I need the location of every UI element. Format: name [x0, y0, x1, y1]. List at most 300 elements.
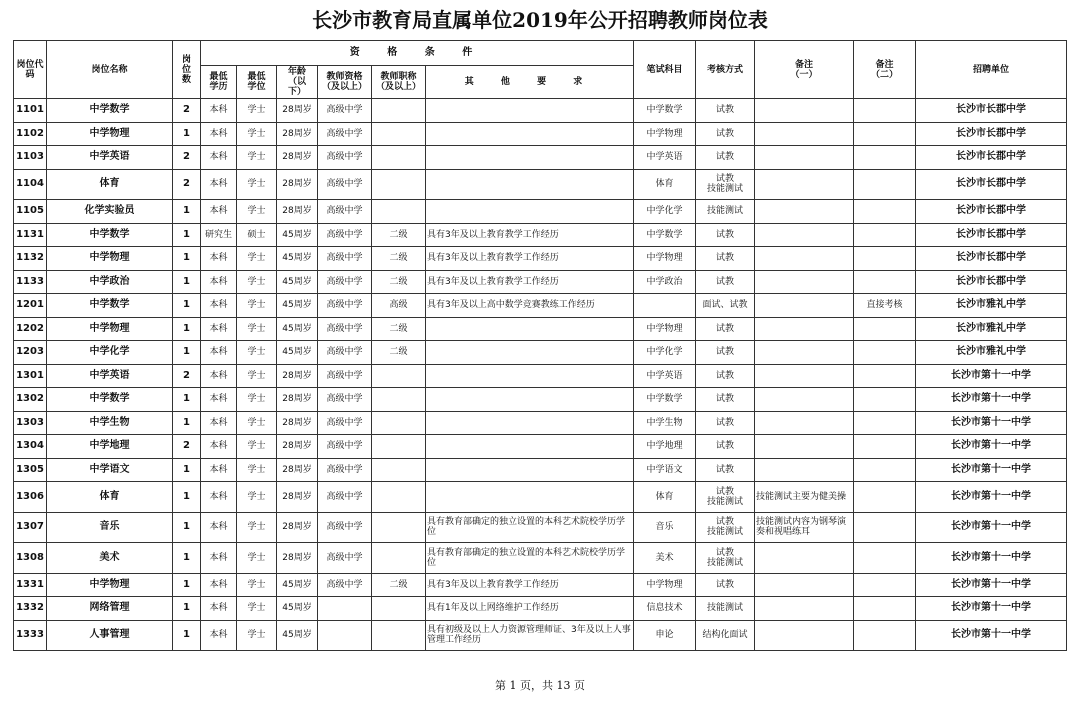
- cell-edu: 本科: [201, 122, 237, 146]
- cell-edu: 本科: [201, 294, 237, 318]
- cell-position-name: 中学物理: [47, 317, 173, 341]
- cell-age: 45周岁: [277, 573, 318, 597]
- header-unit: 招聘单位: [916, 41, 1067, 99]
- cell-code: 1332: [14, 597, 47, 621]
- cell-code: 1302: [14, 388, 47, 412]
- cell-degree: 学士: [237, 341, 277, 365]
- cell-title-rank: [372, 543, 426, 574]
- cell-degree: 学士: [237, 573, 277, 597]
- cell-title-rank: [372, 388, 426, 412]
- table-row: [14, 223, 1067, 247]
- cell-title-rank: 二级: [372, 247, 426, 271]
- header-age: 年龄（以下）: [277, 66, 318, 99]
- cell-unit: 长沙市雅礼中学: [916, 294, 1067, 318]
- cell-code: 1132: [14, 247, 47, 271]
- cell-unit: 长沙市第十一中学: [916, 364, 1067, 388]
- cell-degree: 学士: [237, 146, 277, 170]
- cell-cert: 高级中学: [318, 458, 372, 482]
- cell-note2: [854, 200, 916, 224]
- cell-code: 1333: [14, 620, 47, 651]
- cell-other: [426, 435, 634, 459]
- table-row: [14, 99, 1067, 123]
- cell-edu: 本科: [201, 146, 237, 170]
- cell-title-rank: 二级: [372, 317, 426, 341]
- cell-code: 1201: [14, 294, 47, 318]
- cell-edu: 本科: [201, 200, 237, 224]
- cell-count: 2: [173, 169, 201, 200]
- cell-position-name: 中学数学: [47, 388, 173, 412]
- cell-exam: 试教 技能测试: [696, 512, 755, 543]
- cell-exam: 结构化面试: [696, 620, 755, 651]
- cell-note2: [854, 364, 916, 388]
- cell-note1: [755, 411, 854, 435]
- header-edu: 最低学历: [201, 66, 237, 99]
- cell-note1: [755, 200, 854, 224]
- cell-subject: 中学生物: [634, 411, 696, 435]
- positions-table: [13, 40, 1067, 651]
- cell-degree: 学士: [237, 388, 277, 412]
- header-title-rank: 教师职称（及以上）: [372, 66, 426, 99]
- cell-note1: [755, 458, 854, 482]
- table-row: [14, 317, 1067, 341]
- cell-other: [426, 388, 634, 412]
- cell-code: 1104: [14, 169, 47, 200]
- cell-title-rank: [372, 200, 426, 224]
- cell-subject: 中学地理: [634, 435, 696, 459]
- cell-exam: 技能测试: [696, 597, 755, 621]
- cell-position-name: 中学地理: [47, 435, 173, 459]
- cell-unit: 长沙市长郡中学: [916, 200, 1067, 224]
- cell-count: 1: [173, 597, 201, 621]
- cell-degree: 学士: [237, 435, 277, 459]
- table-row: [14, 512, 1067, 543]
- cell-title-rank: 二级: [372, 223, 426, 247]
- cell-code: 1101: [14, 99, 47, 123]
- cell-title-rank: [372, 411, 426, 435]
- cell-edu: 研究生: [201, 223, 237, 247]
- cell-position-name: 中学政治: [47, 270, 173, 294]
- cell-position-name: 中学数学: [47, 294, 173, 318]
- cell-code: 1105: [14, 200, 47, 224]
- cell-code: 1304: [14, 435, 47, 459]
- cell-age: 45周岁: [277, 317, 318, 341]
- header-code: 岗位代码: [14, 41, 47, 99]
- header-degree: 最低学位: [237, 66, 277, 99]
- cell-subject: 音乐: [634, 512, 696, 543]
- cell-exam: 试教: [696, 247, 755, 271]
- cell-exam: 试教: [696, 435, 755, 459]
- cell-position-name: 中学英语: [47, 364, 173, 388]
- cell-title-rank: [372, 482, 426, 513]
- cell-subject: 中学英语: [634, 146, 696, 170]
- cell-code: 1103: [14, 146, 47, 170]
- cell-cert: 高级中学: [318, 317, 372, 341]
- cell-note1: [755, 364, 854, 388]
- cell-title-rank: 高级: [372, 294, 426, 318]
- table-row: [14, 294, 1067, 318]
- cell-title-rank: [372, 364, 426, 388]
- cell-age: 45周岁: [277, 247, 318, 271]
- cell-exam: 试教: [696, 99, 755, 123]
- cell-note1: 技能测试内容为钢琴演奏和视唱练耳: [755, 512, 854, 543]
- cell-edu: 本科: [201, 270, 237, 294]
- cell-degree: 学士: [237, 122, 277, 146]
- cell-note2: [854, 482, 916, 513]
- cell-other: 具有教育部确定的独立设置的本科艺术院校学历学位: [426, 512, 634, 543]
- cell-code: 1331: [14, 573, 47, 597]
- cell-cert: 高级中学: [318, 294, 372, 318]
- cell-count: 1: [173, 482, 201, 513]
- cell-exam: 试教 技能测试: [696, 482, 755, 513]
- cell-subject: 申论: [634, 620, 696, 651]
- cell-note2: [854, 223, 916, 247]
- table-body: [14, 99, 1067, 651]
- cell-note2: [854, 146, 916, 170]
- table-row: [14, 364, 1067, 388]
- cell-position-name: 中学生物: [47, 411, 173, 435]
- cell-title-rank: [372, 169, 426, 200]
- cell-degree: 学士: [237, 169, 277, 200]
- cell-cert: 高级中学: [318, 99, 372, 123]
- table-row: [14, 200, 1067, 224]
- cell-position-name: 网络管理: [47, 597, 173, 621]
- cell-count: 2: [173, 435, 201, 459]
- cell-position-name: 体育: [47, 169, 173, 200]
- cell-count: 1: [173, 223, 201, 247]
- cell-count: 1: [173, 200, 201, 224]
- cell-cert: 高级中学: [318, 247, 372, 271]
- cell-subject: 中学化学: [634, 200, 696, 224]
- cell-age: 28周岁: [277, 122, 318, 146]
- cell-note1: [755, 597, 854, 621]
- cell-cert: 高级中学: [318, 223, 372, 247]
- cell-unit: 长沙市第十一中学: [916, 458, 1067, 482]
- cell-unit: 长沙市长郡中学: [916, 169, 1067, 200]
- cell-code: 1301: [14, 364, 47, 388]
- cell-exam: 试教 技能测试: [696, 543, 755, 574]
- cell-edu: 本科: [201, 341, 237, 365]
- cell-position-name: 中学语文: [47, 458, 173, 482]
- cell-degree: 学士: [237, 458, 277, 482]
- cell-unit: 长沙市第十一中学: [916, 620, 1067, 651]
- page-title: 长沙市教育局直属单位2019年公开招聘教师岗位表: [312, 8, 768, 32]
- cell-count: 1: [173, 122, 201, 146]
- cell-code: 1308: [14, 543, 47, 574]
- cell-note2: [854, 597, 916, 621]
- table-row: [14, 169, 1067, 200]
- table-row: [14, 458, 1067, 482]
- cell-age: 45周岁: [277, 294, 318, 318]
- cell-exam: 试教: [696, 388, 755, 412]
- cell-age: 28周岁: [277, 364, 318, 388]
- cell-unit: 长沙市长郡中学: [916, 223, 1067, 247]
- cell-other: [426, 364, 634, 388]
- cell-degree: 学士: [237, 364, 277, 388]
- cell-other: 具有3年及以上教育教学工作经历: [426, 270, 634, 294]
- header-note1: 备注（一）: [755, 41, 854, 99]
- cell-edu: 本科: [201, 597, 237, 621]
- cell-note1: [755, 317, 854, 341]
- cell-cert: 高级中学: [318, 512, 372, 543]
- cell-count: 2: [173, 146, 201, 170]
- cell-degree: 学士: [237, 597, 277, 621]
- cell-age: 45周岁: [277, 270, 318, 294]
- cell-unit: 长沙市第十一中学: [916, 543, 1067, 574]
- cell-count: 1: [173, 512, 201, 543]
- cell-position-name: 体育: [47, 482, 173, 513]
- header-name: 岗位名称: [47, 41, 173, 99]
- cell-edu: 本科: [201, 482, 237, 513]
- cell-subject: [634, 294, 696, 318]
- cell-count: 1: [173, 458, 201, 482]
- cell-cert: 高级中学: [318, 169, 372, 200]
- cell-cert: 高级中学: [318, 388, 372, 412]
- page-footer: 第 1 页，共 13 页: [495, 679, 585, 692]
- cell-unit: 长沙市长郡中学: [916, 270, 1067, 294]
- cell-cert: [318, 620, 372, 651]
- cell-code: 1303: [14, 411, 47, 435]
- cell-unit: 长沙市第十一中学: [916, 482, 1067, 513]
- cell-note1: [755, 122, 854, 146]
- cell-note1: [755, 341, 854, 365]
- cell-note2: [854, 270, 916, 294]
- cell-position-name: 中学数学: [47, 99, 173, 123]
- cell-count: 2: [173, 99, 201, 123]
- cell-unit: 长沙市雅礼中学: [916, 317, 1067, 341]
- cell-count: 1: [173, 388, 201, 412]
- cell-unit: 长沙市第十一中学: [916, 573, 1067, 597]
- cell-cert: 高级中学: [318, 543, 372, 574]
- cell-note2: 直接考核: [854, 294, 916, 318]
- cell-position-name: 中学英语: [47, 146, 173, 170]
- cell-note1: [755, 223, 854, 247]
- cell-edu: 本科: [201, 99, 237, 123]
- header-cert: 教师资格（及以上）: [318, 66, 372, 99]
- cell-subject: 中学化学: [634, 341, 696, 365]
- cell-age: 28周岁: [277, 99, 318, 123]
- cell-degree: 学士: [237, 247, 277, 271]
- cell-other: [426, 341, 634, 365]
- cell-position-name: 中学物理: [47, 122, 173, 146]
- cell-age: 28周岁: [277, 200, 318, 224]
- cell-degree: 硕士: [237, 223, 277, 247]
- header-count: 岗位数: [173, 41, 201, 99]
- cell-position-name: 化学实验员: [47, 200, 173, 224]
- cell-exam: 试教: [696, 146, 755, 170]
- cell-code: 1131: [14, 223, 47, 247]
- cell-position-name: 人事管理: [47, 620, 173, 651]
- cell-count: 1: [173, 543, 201, 574]
- table-row: [14, 122, 1067, 146]
- cell-note1: 技能测试主要为健美操: [755, 482, 854, 513]
- cell-subject: 中学物理: [634, 573, 696, 597]
- cell-cert: [318, 597, 372, 621]
- cell-unit: 长沙市第十一中学: [916, 411, 1067, 435]
- cell-exam: 试教: [696, 458, 755, 482]
- table-row: [14, 388, 1067, 412]
- cell-subject: 中学数学: [634, 388, 696, 412]
- cell-unit: 长沙市雅礼中学: [916, 341, 1067, 365]
- cell-unit: 长沙市第十一中学: [916, 435, 1067, 459]
- header-exam: 考核方式: [696, 41, 755, 99]
- cell-other: [426, 200, 634, 224]
- cell-unit: 长沙市长郡中学: [916, 247, 1067, 271]
- table-row: [14, 435, 1067, 459]
- cell-note2: [854, 573, 916, 597]
- cell-title-rank: 二级: [372, 573, 426, 597]
- cell-degree: 学士: [237, 620, 277, 651]
- cell-position-name: 中学数学: [47, 223, 173, 247]
- header-qualifications: 资 格 条 件: [201, 41, 634, 66]
- cell-note2: [854, 543, 916, 574]
- cell-note2: [854, 122, 916, 146]
- cell-title-rank: [372, 512, 426, 543]
- table-row: [14, 270, 1067, 294]
- cell-title-rank: [372, 597, 426, 621]
- cell-exam: 试教: [696, 341, 755, 365]
- cell-other: [426, 317, 634, 341]
- cell-other: [426, 169, 634, 200]
- cell-unit: 长沙市长郡中学: [916, 99, 1067, 123]
- cell-edu: 本科: [201, 317, 237, 341]
- cell-position-name: 美术: [47, 543, 173, 574]
- cell-cert: 高级中学: [318, 341, 372, 365]
- cell-edu: 本科: [201, 458, 237, 482]
- cell-degree: 学士: [237, 294, 277, 318]
- cell-count: 1: [173, 411, 201, 435]
- table-row: [14, 247, 1067, 271]
- cell-note2: [854, 99, 916, 123]
- cell-title-rank: 二级: [372, 341, 426, 365]
- cell-other: 具有初级及以上人力资源管理师证、3年及以上人事管理工作经历: [426, 620, 634, 651]
- cell-exam: 面试、试教: [696, 294, 755, 318]
- cell-cert: 高级中学: [318, 435, 372, 459]
- cell-count: 1: [173, 294, 201, 318]
- cell-other: 具有教育部确定的独立设置的本科艺术院校学历学位: [426, 543, 634, 574]
- cell-position-name: 中学物理: [47, 247, 173, 271]
- cell-other: [426, 482, 634, 513]
- table-row: [14, 543, 1067, 574]
- cell-edu: 本科: [201, 573, 237, 597]
- cell-degree: 学士: [237, 99, 277, 123]
- cell-exam: 试教: [696, 122, 755, 146]
- cell-note2: [854, 620, 916, 651]
- cell-exam: 试教: [696, 364, 755, 388]
- cell-count: 1: [173, 270, 201, 294]
- cell-degree: 学士: [237, 411, 277, 435]
- cell-title-rank: [372, 146, 426, 170]
- cell-code: 1102: [14, 122, 47, 146]
- cell-subject: 体育: [634, 482, 696, 513]
- cell-count: 1: [173, 573, 201, 597]
- cell-unit: 长沙市第十一中学: [916, 388, 1067, 412]
- cell-unit: 长沙市第十一中学: [916, 597, 1067, 621]
- cell-subject: 中学政治: [634, 270, 696, 294]
- cell-edu: 本科: [201, 512, 237, 543]
- cell-code: 1306: [14, 482, 47, 513]
- cell-position-name: 中学化学: [47, 341, 173, 365]
- cell-cert: 高级中学: [318, 364, 372, 388]
- cell-edu: 本科: [201, 435, 237, 459]
- cell-subject: 体育: [634, 169, 696, 200]
- cell-note1: [755, 247, 854, 271]
- header-subject: 笔试科目: [634, 41, 696, 99]
- cell-age: 28周岁: [277, 388, 318, 412]
- cell-count: 2: [173, 364, 201, 388]
- cell-age: 28周岁: [277, 146, 318, 170]
- cell-edu: 本科: [201, 543, 237, 574]
- cell-code: 1307: [14, 512, 47, 543]
- cell-other: [426, 122, 634, 146]
- cell-title-rank: [372, 122, 426, 146]
- cell-note2: [854, 388, 916, 412]
- cell-subject: 信息技术: [634, 597, 696, 621]
- cell-cert: 高级中学: [318, 573, 372, 597]
- cell-exam: 试教: [696, 317, 755, 341]
- cell-subject: 中学物理: [634, 317, 696, 341]
- cell-exam: 试教: [696, 270, 755, 294]
- cell-cert: 高级中学: [318, 200, 372, 224]
- cell-other: [426, 146, 634, 170]
- cell-age: 45周岁: [277, 620, 318, 651]
- cell-cert: 高级中学: [318, 482, 372, 513]
- table-row: [14, 597, 1067, 621]
- cell-degree: 学士: [237, 512, 277, 543]
- cell-subject: 中学物理: [634, 247, 696, 271]
- cell-age: 28周岁: [277, 512, 318, 543]
- header-note2: 备注（二）: [854, 41, 916, 99]
- cell-unit: 长沙市第十一中学: [916, 512, 1067, 543]
- table-row: [14, 341, 1067, 365]
- cell-degree: 学士: [237, 200, 277, 224]
- cell-title-rank: [372, 620, 426, 651]
- cell-exam: 试教: [696, 573, 755, 597]
- cell-exam: 试教 技能测试: [696, 169, 755, 200]
- cell-edu: 本科: [201, 364, 237, 388]
- cell-title-rank: [372, 458, 426, 482]
- cell-other: 具有3年及以上教育教学工作经历: [426, 247, 634, 271]
- cell-position-name: 音乐: [47, 512, 173, 543]
- table-row: [14, 573, 1067, 597]
- header-other: 其 他 要 求: [426, 66, 634, 99]
- cell-degree: 学士: [237, 317, 277, 341]
- cell-age: 45周岁: [277, 341, 318, 365]
- cell-code: 1305: [14, 458, 47, 482]
- cell-code: 1133: [14, 270, 47, 294]
- cell-edu: 本科: [201, 247, 237, 271]
- cell-note1: [755, 99, 854, 123]
- cell-other: 具有3年及以上高中数学竞赛教练工作经历: [426, 294, 634, 318]
- cell-note1: [755, 388, 854, 412]
- cell-note2: [854, 317, 916, 341]
- cell-subject: 中学数学: [634, 99, 696, 123]
- cell-degree: 学士: [237, 270, 277, 294]
- cell-note1: [755, 270, 854, 294]
- table-row: [14, 482, 1067, 513]
- cell-code: 1202: [14, 317, 47, 341]
- cell-degree: 学士: [237, 482, 277, 513]
- cell-exam: 试教: [696, 223, 755, 247]
- cell-exam: 试教: [696, 411, 755, 435]
- cell-subject: 中学数学: [634, 223, 696, 247]
- cell-other: 具有3年及以上教育教学工作经历: [426, 573, 634, 597]
- cell-age: 28周岁: [277, 169, 318, 200]
- cell-cert: 高级中学: [318, 411, 372, 435]
- table-row: [14, 620, 1067, 651]
- cell-count: 1: [173, 620, 201, 651]
- cell-age: 28周岁: [277, 543, 318, 574]
- cell-note1: [755, 435, 854, 459]
